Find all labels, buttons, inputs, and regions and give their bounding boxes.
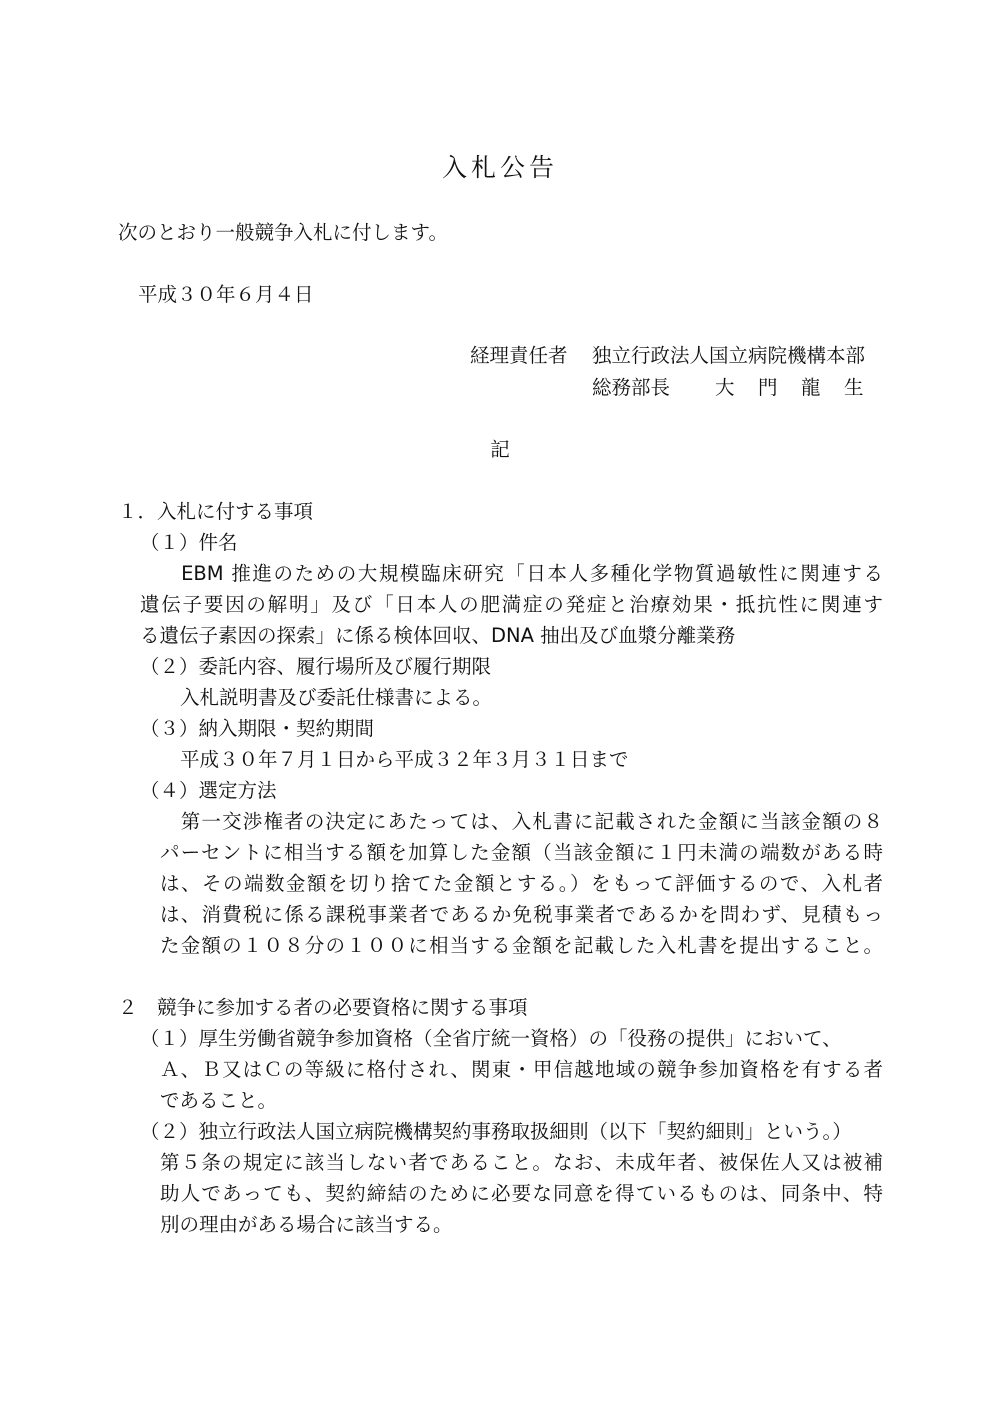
section1-item1-heading: （１）件名 [140,531,238,554]
section1-item1-line: EBM 推進のための大規模臨床研究「日本人多種化学物質過敏性に関連する [160,562,883,585]
section1-item1-line: る遺伝子素因の探索」に係る検体回収、DNA 抽出及び血漿分離業務 [140,624,736,647]
section2-item2-line: （２）独立行政法人国立病院機構契約事務取扱細則（以下「契約細則」という。） [140,1120,852,1143]
section2-item2-line: 助人であっても、契約締結のために必要な同意を得ているものは、同条中、特 [160,1182,883,1205]
section1-item4-line: 第一交渉権者の決定にあたっては、入札書に記載された金額に当該金額の８ [160,810,883,833]
section2-item2-line: 別の理由がある場合に該当する。 [160,1213,453,1236]
section1-item4-line: は、その端数金額を切り捨てた金額とする。）をもって評価するので、入札者 [160,872,883,895]
page-title: 入札公告 [441,153,558,182]
section2-item2-line: 第５条の規定に該当しない者であること。なお、未成年者、被保佐人又は被補 [160,1151,883,1174]
section1-heading: １．入札に付する事項 [118,500,314,523]
issuer-position: 総務部長 [592,376,671,399]
section1-item3-heading: （３）納入期限・契約期間 [140,717,375,740]
section1-item4-line: パーセントに相当する額を加算した金額（当該金額に１円未満の端数がある時 [160,841,883,864]
section1-item4-line: は、消費税に係る課税事業者であるか免税事業者であるかを問わず、見積もっ [160,903,883,926]
issuer-organization: 独立行政法人国立病院機構本部 [592,344,866,367]
section2-item1-line: （１）厚生労働省競争参加資格（全省庁統一資格）の「役務の提供」において、 [140,1027,842,1050]
section2-item1-line: であること。 [160,1089,278,1112]
notice-date: 平成３０年６月４日 [138,283,314,306]
ki-mark: 記 [490,438,510,461]
section2-heading: ２ 競争に参加する者の必要資格に関する事項 [118,996,528,1019]
section2-item1-line: Ａ、Ｂ又はＣの等級に格付され、関東・甲信越地域の競争参加資格を有する者 [160,1058,883,1081]
section1-item2-heading: （２）委託内容、履行場所及び履行期限 [140,655,492,678]
section1-item4-line: た金額の１０８分の１００に相当する金額を記載した入札書を提出すること。 [160,934,883,957]
section1-item4-heading: （４）選定方法 [140,779,277,802]
section1-item2-text: 入札説明書及び委託仕様書による。 [180,686,493,709]
issuer-role: 経理責任者 [470,344,568,367]
issuer-name: 大 門 龍 生 [715,376,866,399]
section1-item3-text: 平成３０年７月１日から平成３２年３月３１日まで [180,748,629,771]
intro-text: 次のとおり一般競争入札に付します。 [118,221,448,244]
section1-item1-line: 遺伝子要因の解明」及び「日本人の肥満症の発症と治療効果・抵抗性に関連す [140,593,883,616]
